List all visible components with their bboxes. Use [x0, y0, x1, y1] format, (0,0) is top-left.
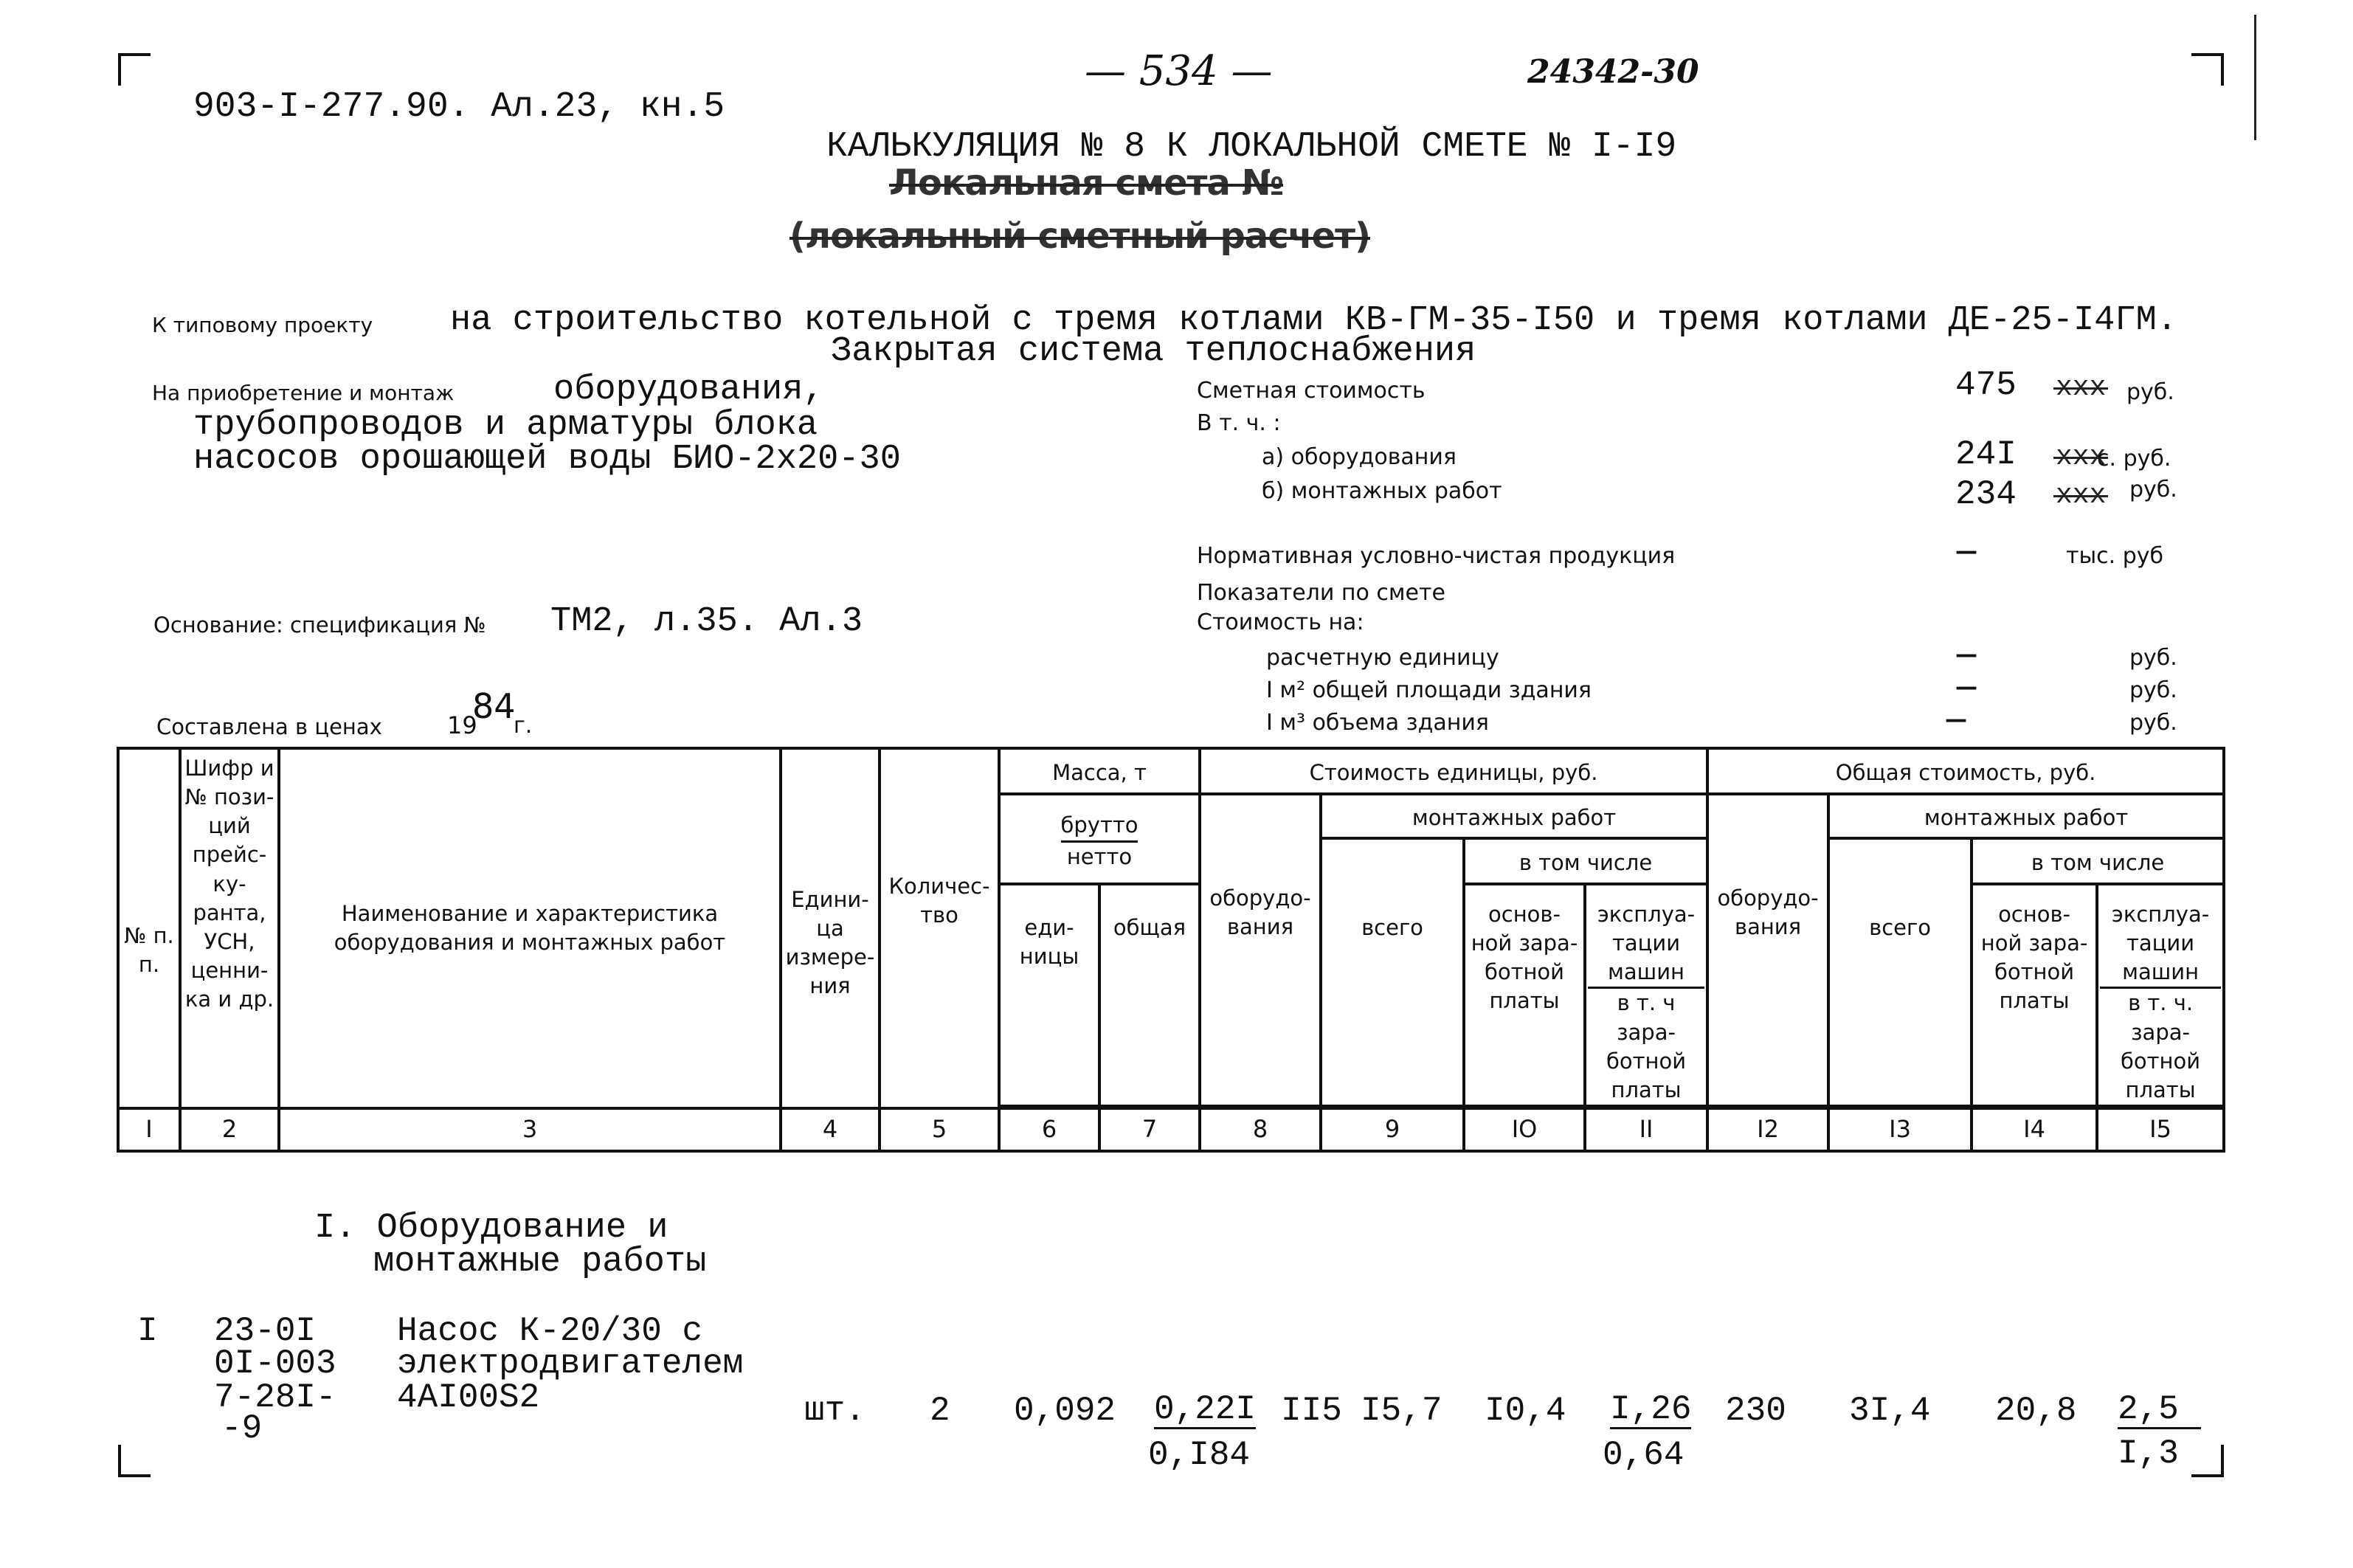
row-total-equipment: 230 [1725, 1392, 1786, 1430]
row-name-2: электродвигателем [397, 1344, 744, 1383]
row-quantity: 2 [930, 1392, 950, 1430]
row-name-1: Насос К-20/30 с [397, 1312, 703, 1350]
column-number: 5 [880, 1108, 999, 1151]
page-number: — 534 — [1085, 47, 1273, 95]
project-text: на строительство котельной с тремя котлами КВ-ГМ-35-I50 и тремя котлами ДЕ-25-I4ГМ. [450, 301, 2177, 340]
header-total-machines-top: эксплуа- тации машин [2100, 900, 2221, 989]
row-code-4: -9 [221, 1409, 263, 1448]
header-unit-mounting: монтажных работ [1321, 794, 1707, 838]
column-number: 8 [1200, 1108, 1321, 1151]
column-number: 4 [781, 1108, 880, 1151]
cost-on-label: Стоимость на: [1197, 609, 1364, 635]
header-total-machines-bottom: в т. ч. зара- ботной платы [2121, 990, 2201, 1102]
column-number: IO [1464, 1108, 1585, 1151]
corner-mark-top-right [2191, 53, 2224, 86]
column-number: 6 [999, 1108, 1099, 1151]
header-total-all: всего [1828, 838, 1972, 1106]
header-total-mounting: монтажных работ [1828, 794, 2224, 838]
column-number: 9 [1321, 1108, 1464, 1151]
prices-label: Составлена в ценах [156, 714, 382, 739]
column-number: I5 [2097, 1108, 2224, 1151]
equipment-struck-unit: ххх [2056, 441, 2107, 473]
header-total-equipment: оборудо- вания [1707, 794, 1828, 1106]
document-code: 903-I-277.90. Ал.23, кн.5 [193, 87, 725, 127]
header-unit-equipment: оборудо- вания [1200, 794, 1321, 1106]
column-number: I [118, 1108, 180, 1151]
column-number: I2 [1707, 1108, 1828, 1151]
header-unit-machines-top: эксплуа- тации машин [1588, 900, 1704, 989]
row-name-3: 4АI00S2 [397, 1378, 540, 1417]
basis-value: ТМ2, л.35. Ал.3 [550, 602, 863, 641]
project-label: К типовому проекту [152, 313, 373, 337]
project-text-2: Закрытая система теплоснабжения [831, 332, 1476, 371]
prices-year-suffix: г. [514, 713, 533, 739]
header-netto: нетто [1066, 843, 1133, 869]
row-code-2: 0I-003 [214, 1344, 336, 1383]
section-title-line-1: I. Оборудование и [314, 1209, 668, 1248]
row-total-machines-pay: I,3 [2118, 1434, 2179, 1473]
basis-label: Основание: спецификация № [153, 612, 486, 638]
row-total-base-pay: 20,8 [1995, 1392, 2077, 1430]
header-unit-incl: в том числе [1464, 838, 1707, 884]
section-title-line-2: монтажные работы [373, 1243, 707, 1282]
header-unit-all: всего [1321, 838, 1464, 1106]
unit-cost-unit: руб. [2129, 645, 2177, 671]
column-number: 7 [1099, 1108, 1200, 1151]
corner-mark-bottom-left [118, 1445, 151, 1477]
row-unit-machines: I,26 [1610, 1390, 1692, 1429]
struck-title-line: Локальная смета № [889, 162, 1284, 204]
cost-label: Сметная стоимость [1197, 378, 1426, 404]
purchase-label: На приобретение и монтаж [152, 381, 455, 405]
cost-struck-unit: ххх [2056, 372, 2107, 404]
equipment-value: 24I [1955, 435, 2017, 474]
page-edge-line [2254, 15, 2256, 140]
header-mass: Масса, т [999, 748, 1200, 794]
row-mass-unit: 0,092 [1014, 1392, 1116, 1430]
normative-label: Нормативная условно-чистая продукция [1197, 543, 1676, 569]
header-total-machines [2097, 884, 2224, 1106]
column-number: I3 [1828, 1108, 1972, 1151]
volume-cost-unit: руб. [2129, 710, 2177, 736]
row-mass-total-brutto: 0,22I [1154, 1390, 1257, 1429]
mounting-label: б) монтажных работ [1262, 478, 1502, 504]
cost-unit: руб. [2126, 379, 2174, 405]
column-number: I4 [1972, 1108, 2097, 1151]
purchase-line-3: насосов орошающей воды БИО-2х20-30 [193, 440, 901, 479]
row-unit-equipment: II5 [1281, 1392, 1342, 1430]
column-number: 2 [180, 1108, 279, 1151]
row-total-mounting-all: 3I,4 [1849, 1392, 1931, 1430]
row-no: I [137, 1312, 158, 1350]
row-unit-machines-pay: 0,64 [1603, 1436, 1685, 1474]
header-unit-cost: Стоимость единицы, руб. [1200, 748, 1707, 794]
equipment-label: а) оборудования [1262, 444, 1457, 470]
header-code: Шифр и № пози- ций прейс- ку- ранта, УСН, ценни- ка и др. [180, 748, 279, 1108]
row-code-1: 23-0I [214, 1312, 317, 1350]
header-quantity: Количес- тво [880, 748, 999, 1108]
header-name: Наименование и характеристика оборудования и монтажных работ [279, 748, 781, 1108]
header-total-base-pay: основ- ной зара- ботной платы [1972, 884, 2097, 1106]
document-title: КАЛЬКУЛЯЦИЯ № 8 К ЛОКАЛЬНОЙ СМЕТЕ № I-I9 [826, 127, 1677, 167]
header-brutto: брутто [1061, 811, 1139, 842]
corner-mark-top-left [118, 53, 151, 86]
mounting-value: 234 [1955, 475, 2017, 514]
row-code-3: 7-28I- [214, 1378, 336, 1417]
cost-value: 475 [1955, 366, 2017, 404]
header-no: № п. п. [118, 748, 180, 1108]
row-unit-base-pay: I0,4 [1485, 1392, 1566, 1430]
indicators-label: Показатели по смете [1197, 580, 1445, 606]
column-number: II [1585, 1108, 1707, 1151]
row-mass-total-netto: 0,I84 [1148, 1436, 1251, 1474]
normative-unit: тыс. руб [2066, 543, 2164, 569]
normative-value: — [1955, 539, 1977, 564]
area-cost-unit: руб. [2129, 677, 2177, 703]
struck-subtitle-line: (локальный сметный расчет) [789, 215, 1370, 257]
header-mass-unit: еди- ницы [999, 884, 1099, 1106]
inventory-number: 24342-30 [1527, 53, 1699, 91]
including-label: В т. ч. : [1197, 410, 1281, 436]
header-unit-machines [1585, 884, 1707, 1106]
area-cost-label: I м² общей площади здания [1266, 677, 1592, 703]
equipment-unit: с. руб. [2097, 446, 2171, 472]
volume-cost-value: — [1945, 707, 1967, 733]
corner-mark-bottom-right [2191, 1445, 2224, 1477]
estimate-header-table [117, 747, 2225, 1153]
header-unit: Едини- ца измере- ния [781, 748, 880, 1108]
header-brutto-netto [999, 794, 1200, 884]
header-unit-base-pay: основ- ной зара- ботной платы [1464, 884, 1585, 1106]
header-unit-machines-bottom: в т. ч зара- ботной платы [1606, 990, 1687, 1102]
unit-cost-value: — [1955, 642, 1977, 668]
prices-year-value: 84 [472, 686, 516, 726]
mounting-unit: руб. [2129, 477, 2177, 502]
unit-cost-label: расчетную единицу [1266, 645, 1499, 671]
purchase-line-1: оборудования, [553, 370, 824, 410]
column-number: 3 [279, 1108, 781, 1151]
row-total-machines: 2,5 [2118, 1392, 2201, 1429]
row-unit-mounting-all: I5,7 [1361, 1392, 1442, 1430]
header-total-incl: в том числе [1972, 838, 2224, 884]
volume-cost-label: I м³ объема здания [1266, 710, 1489, 736]
purchase-line-2: трубопроводов и арматуры блока [193, 406, 818, 445]
mounting-struck-unit: ххх [2056, 480, 2107, 511]
row-unit: шт. [804, 1392, 865, 1430]
header-mass-total: общая [1099, 884, 1200, 1106]
header-total-cost: Общая стоимость, руб. [1707, 748, 2224, 794]
area-cost-value: — [1955, 674, 1977, 700]
prices-year-prefix: 19 [447, 711, 477, 739]
